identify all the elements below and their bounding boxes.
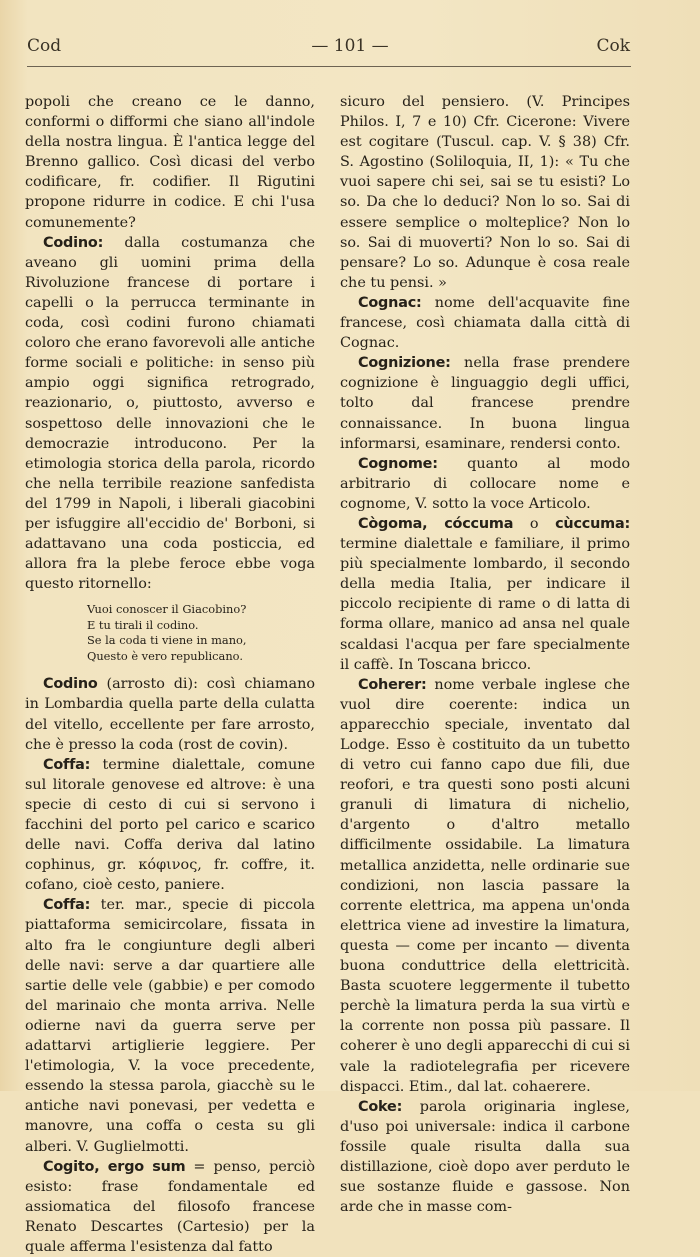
- headword-variant: cùccuma:: [555, 515, 631, 532]
- entry-coherer: [340, 675, 630, 1097]
- header-left-guide-word: Cod: [27, 36, 62, 56]
- verse-line: Se la coda ti viene in mano,: [87, 633, 247, 648]
- left-column: [25, 92, 315, 1257]
- entry-coke: [340, 1097, 630, 1218]
- headword: Codino: [43, 676, 98, 693]
- definition: parola originaria inglese, d'uso poi universale: indica il carbone fossile quale risulta dalla sua distillazione, cioè dopo aver perduto le sue sostanze fluide e gassose. Non arde che in masse com-: [340, 1098, 630, 1216]
- definition: nella frase prendere cognizione è linguaggio degli uffici, tolto dal francese prendre connaissance. In buona lingua informarsi, esaminare, rendersi conto.: [340, 355, 631, 452]
- entry-cogoma: [340, 514, 630, 675]
- headword: Coffa:: [43, 897, 91, 914]
- definition: = penso, perciò esisto: frase fondamentale ed assiomatica del filosofo francese Renato Descartes (Cartesio) per la quale afferma l'esistenza dal fatto: [25, 1158, 316, 1255]
- header-rule: [27, 66, 631, 67]
- entry-coffa-1: [25, 755, 315, 896]
- running-header: [0, 36, 700, 60]
- header-right-guide-word: Cok: [596, 36, 630, 56]
- definition: nome verbale inglese che vuol dire coerente: indica un apparecchio speciale, inventato dal Lodge. Esso è costituito da un tubetto di vetro cui fanno capo due fili, due reofori, e tra questi sono posti alcuni granuli di limatura di nichelio, d'argento o d'altro metallo difficilmente ossidabile. La limatura metallica anzidetta, nelle ordinarie sue condizioni, non lascia passare la corrente elettrica, ma appena un'onda elettrica viene ad investire la limatura, questa — come per incanto — diventa buona conduttrice della elettricità. Basta scuotere leggermente il tubetto perchè la limatura perda la sua virtù e la corrente non possa più passare. Il coherer è uno degli apparecchi di cui si vale la radiotelegrafia per ricevere dispacci. Etim., dal lat. cohaerere.: [340, 676, 631, 1095]
- headword: Cògoma, cóccuma: [358, 515, 514, 532]
- headword: Cognac:: [358, 294, 422, 311]
- connector: o: [529, 515, 539, 532]
- definition: ter. mar., specie di piccola piattaforma semicircolare, fissata in alto fra le congiunture degli alberi delle navi: serve a dar quartiere alle sartie delle vele (gabbie) e per comodo del marinaio che monta arriva. Nelle odierne navi da guerra serve per adattarvi artiglierie leggiere. Per l'etimologia, V. la voce precedente, essendo la stessa parola, giacchè su le antiche navi ponevasi, per vedetta e manovre, una coffa o cesta su gli alberi. V. Guglielmotti.: [25, 897, 315, 1155]
- definition: quanto al modo arbitrario di collocare nome e cognome, V. sotto la voce Articolo.: [340, 455, 630, 512]
- right-column: [340, 92, 630, 1217]
- page-number: — 101 —: [311, 36, 389, 56]
- entry-codino: [25, 233, 315, 595]
- entry-cogito: [25, 1157, 315, 1257]
- verse-quotation: [87, 602, 315, 664]
- entry-coffa-2: [25, 895, 315, 1156]
- headword: Coffa:: [43, 756, 91, 773]
- entry-cognac: [340, 293, 630, 353]
- verse-line: Vuoi conoscer il Giacobino?: [87, 602, 247, 617]
- entry-cognizione: [340, 353, 630, 453]
- definition: termine dialettale, comune sul litorale genovese ed altrove: è una specie di cesto di cui si servono i facchini del porto pel carico e scarico delle navi. Coffa deriva dal latino cophinus, gr. κόφινος, fr. coffre, it. cofano, cioè cesto, paniere.: [25, 756, 316, 894]
- verse-line: Questo è vero republicano.: [87, 648, 243, 663]
- definition: termine dialettale e familiare, il primo più specialmente lombardo, il secondo della media Italia, per indicare il piccolo recipiente di rame o di latta di forma ollare, manico ad ansa nel quale scaldasi l'acqua per fare specialmente il caffè. In Toscana bricco.: [340, 536, 630, 673]
- headword: Codino:: [43, 234, 104, 251]
- headword: Coke:: [358, 1098, 403, 1115]
- headword: Coherer:: [358, 676, 427, 693]
- headword: Cognizione:: [358, 355, 451, 372]
- headword: Cogito, ergo sum: [43, 1158, 186, 1175]
- verse-line: E tu tirali il codino.: [87, 617, 199, 632]
- entry-cognome: [340, 454, 630, 514]
- headword: Cognome:: [358, 455, 438, 472]
- definition: nome dell'acquavite fine francese, così chiamata dalla città di Cognac.: [340, 294, 631, 352]
- entry-codino-arrosto: [25, 674, 315, 754]
- entry-continuation: popoli che creano ce le danno, conformi o difformi che siano all'indole della nostra lingua. È l'antica legge del Brenno gallico. Così dicasi del verbo codificare, fr. codifier. Il Rigutini propone ridurre in codice. E chi l'usa comunemente?: [25, 94, 315, 231]
- definition: (arrosto di): così chiamano in Lombardia quella parte della culatta del vitello, eccellente per fare arrosto, che è presso la coda (rost de covin).: [25, 676, 316, 753]
- definition: dalla costumanza che aveano gli uomini prima della Rivoluzione francese di portare i capelli o la perrucca terminante in coda, così codini furono chiamati coloro che erano favorevoli alle antiche forme sociali e politiche: in senso più ampio oggi significa retrogrado, reazionario, o, piuttosto, avverso e sospettoso delle innovazioni che le democrazie introducono. Per la etimologia storica della parola, ricordo che nella terribile reazione sanfedista del 1799 in Napoli, i liberali giacobini per isfuggire all'eccidio de' Borboni, si adattavano una coda posticcia, ed allora fra la plebe feroce ebbe voga questo ritornello:: [25, 234, 315, 593]
- entry-continuation: sicuro del pensiero. (V. Principes Philos. I, 7 e 10) Cfr. Cicerone: Vivere est cogitare (Tuscul. cap. V. § 38) Cfr. S. Agostino (Soliloquia, II, 1): « Tu che vuoi sapere chi sei, sai se tu esisti? Lo so. Da che lo deduci? Non lo so. Sai di essere semplice o molteplice? Non lo so. Sai di muoverti? Non lo so. Sai di pensare? Lo so. Adunque è cosa reale che tu pensi. »: [340, 94, 630, 291]
